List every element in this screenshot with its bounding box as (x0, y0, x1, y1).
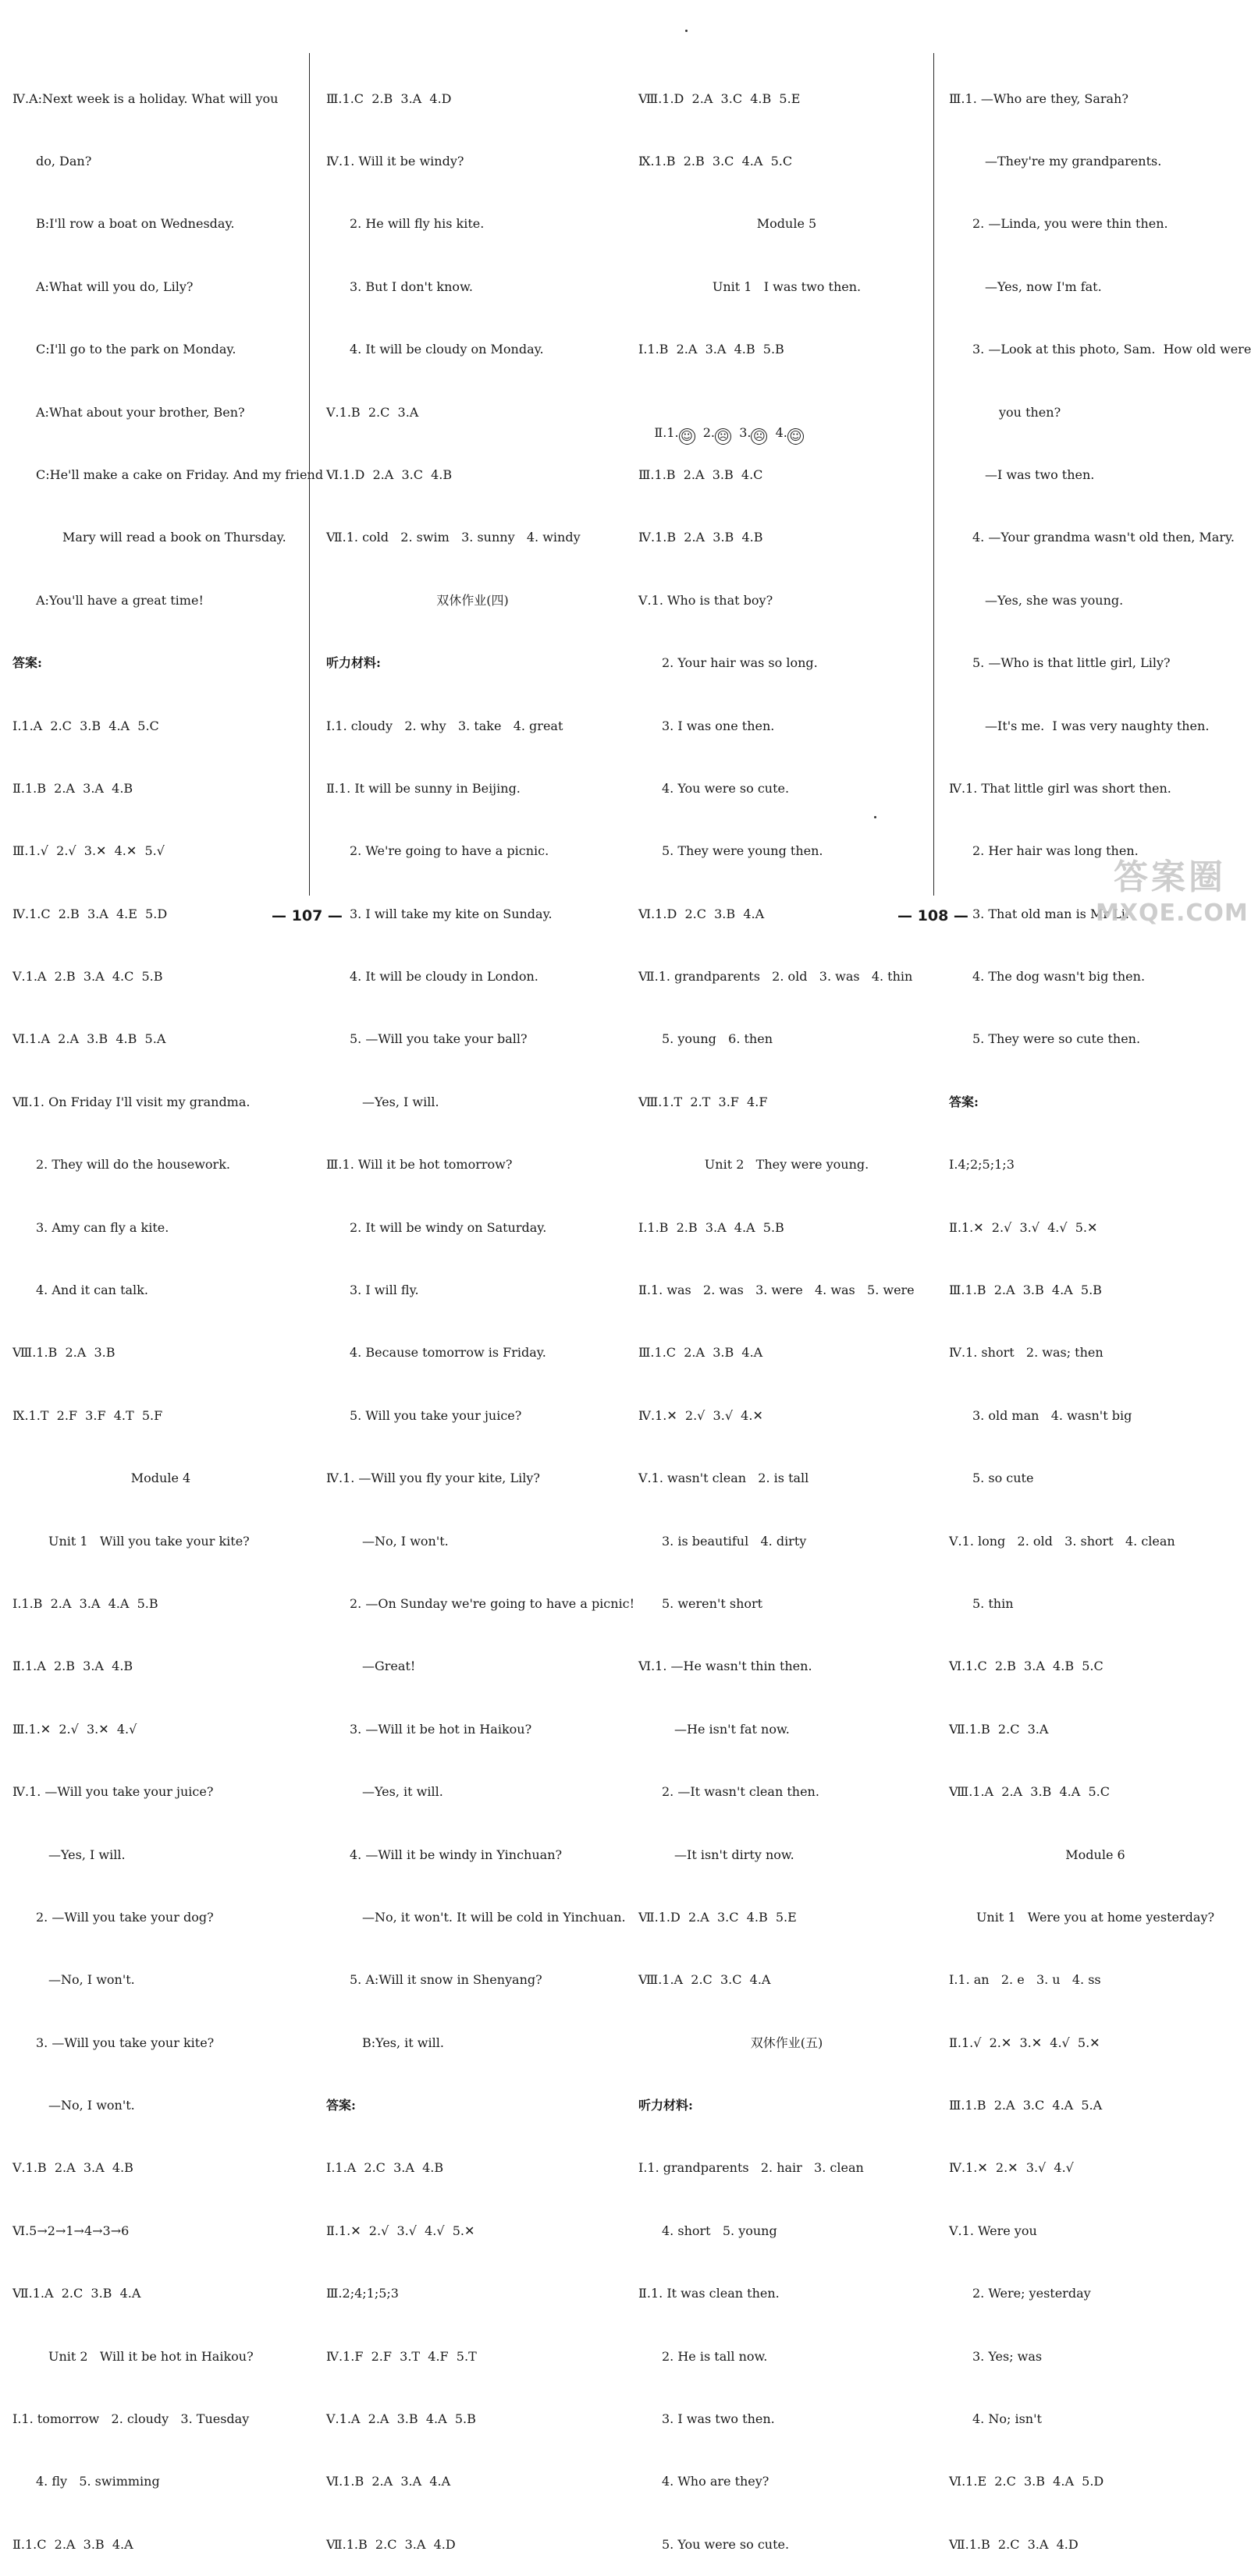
text-line: Ⅳ.1. —Will you fly your kite, Lily? (326, 1471, 540, 1486)
text-line: 4. fly 5. swimming (36, 2474, 160, 2489)
text-line: Ⅲ.1.B 2.A 3.C 4.A 5.A (949, 2098, 1103, 2113)
text-line: Ⅰ.1.A 2.C 3.B 4.A 5.C (12, 718, 159, 733)
page-number-left: — 107 — (272, 907, 343, 924)
smiley-num: 1. (666, 425, 679, 441)
listening-heading: 听力材料: (326, 655, 381, 671)
text-line: Ⅳ.1.F 2.F 3.T 4.F 5.T (326, 2348, 477, 2364)
page-number-right: — 108 — (897, 907, 968, 924)
text-line: Ⅲ.1.C 2.A 3.B 4.A (638, 1345, 763, 1361)
section-heading: 双休作业(五) (750, 2035, 823, 2050)
text-line: Ⅴ.1. wasn't clean 2. is tall (638, 1471, 809, 1486)
site-watermark (1096, 857, 1249, 942)
text-line: 5. weren't short (662, 1595, 763, 1611)
text-line: 2. We're going to have a picnic. (350, 843, 549, 859)
happy-face-icon: ☺ (679, 428, 695, 445)
text-line: —They're my grandparents. (985, 153, 1162, 169)
sad-face-icon: ☹ (751, 428, 767, 445)
module-heading: Module 5 (756, 216, 817, 232)
unit-heading: Unit 1 Will you take your kite? (48, 1533, 250, 1549)
text-line: Ⅳ.1.B 2.A 3.B 4.B (638, 530, 763, 545)
text-line: Ⅵ.1.D 2.C 3.B 4.A (638, 906, 765, 921)
text-line: Ⅶ.1.B 2.C 3.A (949, 1721, 1049, 1737)
text-line: 2. It will be windy on Saturday. (350, 1219, 547, 1235)
text-line: —No, it won't. It will be cold in Yinchuan. (362, 1909, 626, 1925)
answers-heading: 答案: (12, 655, 42, 671)
text-line: Ⅳ.1. short 2. was; then (949, 1345, 1104, 1361)
text-line: Ⅱ.1.B 2.A 3.A 4.B (12, 780, 133, 796)
text-line: C:I'll go to the park on Monday. (36, 342, 236, 357)
text-line: 4. It will be cloudy in London. (350, 969, 538, 985)
text-line: do, Dan? (36, 153, 92, 169)
text-line: Ⅲ.1. —Who are they, Sarah? (949, 90, 1128, 106)
text-line: 5. —Who is that little girl, Lily? (972, 655, 1171, 671)
text-line: Ⅱ.1. It was clean then. (638, 2286, 780, 2301)
text-line: Ⅵ.1.B 2.A 3.A 4.A (326, 2474, 451, 2489)
module-heading: Module 4 (130, 1471, 191, 1486)
text-line: —I was two then. (985, 467, 1095, 482)
text-line: —Yes, I will. (48, 1847, 126, 1862)
text-line: 3. —Will it be hot in Haikou? (350, 1721, 532, 1737)
text-line: Ⅷ.1.D 2.A 3.C 4.B 5.E (638, 90, 801, 106)
column-divider (933, 53, 934, 896)
text-line: 5. They were young then. (662, 843, 823, 859)
answers-heading: 答案: (949, 1094, 979, 1109)
text-line: B:Yes, it will. (362, 2035, 444, 2050)
text-line: Ⅲ.1. Will it be hot tomorrow? (326, 1157, 513, 1173)
text-line: Ⅰ.1.B 2.B 3.A 4.A 5.B (638, 1219, 784, 1235)
column-divider (309, 53, 310, 896)
text-line: Ⅰ.1.B 2.A 3.A 4.B 5.B (638, 342, 784, 357)
text-line: Ⅷ.1.A 2.A 3.B 4.A 5.C (949, 1784, 1110, 1800)
unit-heading: Unit 1 Were you at home yesterday? (976, 1909, 1215, 1925)
text-line: Ⅵ.1.E 2.C 3.B 4.A 5.D (949, 2474, 1104, 2489)
text-line: A:What about your brother, Ben? (36, 404, 245, 420)
text-line: 5. young 6. then (662, 1031, 773, 1047)
text-line: 4. Who are they? (662, 2474, 769, 2489)
text-line: Ⅷ.1.A 2.C 3.C 4.A (638, 1972, 771, 1988)
watermark-url-text: MXQE.COM (1096, 899, 1249, 927)
text-line: Ⅳ.1. Will it be windy? (326, 153, 464, 169)
text-line: 3. I was two then. (662, 2411, 775, 2427)
unit-heading: Unit 1 I was two then. (712, 279, 862, 294)
text-line: 2. Were; yesterday (972, 2286, 1091, 2301)
happy-face-icon: ☺ (787, 428, 804, 445)
text-line: Ⅵ.1.C 2.B 3.A 4.B 5.C (949, 1659, 1104, 1674)
text-line: —Great! (362, 1659, 416, 1674)
text-line: 2. —Linda, you were thin then. (972, 216, 1168, 232)
smiley-answer-row (638, 403, 935, 444)
text-line: Ⅳ.A:Next week is a holiday. What will you (12, 90, 279, 106)
smiley-num: 4. (775, 425, 787, 441)
text-line: —It isn't dirty now. (674, 1847, 794, 1862)
text-line: 5. A:Will it snow in Shenyang? (350, 1972, 542, 1988)
text-line: 3. I will take my kite on Sunday. (350, 906, 553, 921)
text-line: Ⅷ.1.B 2.A 3.B (12, 1345, 116, 1361)
text-line: —No, I won't. (362, 1533, 449, 1549)
page-number-value: 108 (917, 907, 949, 924)
text-line: Ⅱ.1.A 2.B 3.A 4.B (12, 1659, 133, 1674)
text-line: 2. He will fly his kite. (350, 216, 485, 232)
text-line: 3. Amy can fly a kite. (36, 1219, 169, 1235)
text-line: Ⅸ.1.B 2.B 3.C 4.A 5.C (638, 153, 793, 169)
text-line: Ⅵ.1.A 2.A 3.B 4.B 5.A (12, 1031, 166, 1047)
text-line: Ⅴ.1.B 2.A 3.A 4.B (12, 2160, 133, 2176)
column-4 (949, 47, 1251, 2576)
text-line: C:He'll make a cake on Friday. And my friend (36, 467, 324, 482)
text-line: 2. —Will you take your dog? (36, 1909, 214, 1925)
text-line: Ⅸ.1.T 2.F 3.F 4.T 5.F (12, 1407, 163, 1423)
text-line: Ⅰ.4;2;5;1;3 (949, 1157, 1015, 1173)
text-line: Ⅶ.1.A 2.C 3.B 4.A (12, 2286, 141, 2301)
text-line: Mary will read a book on Thursday. (62, 530, 286, 545)
text-line: 5. Will you take your juice? (350, 1407, 522, 1423)
column-2 (326, 47, 635, 2576)
text-line: 2. He is tall now. (662, 2348, 768, 2364)
text-line: 2. Your hair was so long. (662, 655, 818, 671)
text-line: Ⅲ.1.✕ 2.√ 3.✕ 4.√ (12, 1721, 137, 1737)
text-line: 4. No; isn't (972, 2411, 1042, 2427)
text-line: 3. But I don't know. (350, 279, 473, 294)
page-number-value: 107 (291, 907, 323, 924)
smiley-row-prefix: Ⅱ. (654, 425, 667, 441)
sad-face-icon: ☹ (715, 428, 731, 445)
text-line: Ⅳ.1.✕ 2.√ 3.√ 4.✕ (638, 1407, 763, 1423)
text-line: Ⅳ.1.C 2.B 3.A 4.E 5.D (12, 906, 168, 921)
text-line: Ⅵ.5→2→1→4→3→6 (12, 2223, 130, 2238)
text-line: Ⅳ.1.✕ 2.✕ 3.√ 4.√ (949, 2160, 1074, 2176)
text-line: —It's me. I was very naughty then. (985, 718, 1210, 733)
text-line: Ⅶ.1.D 2.A 3.C 4.B 5.E (638, 1909, 797, 1925)
text-line: Ⅶ.1.B 2.C 3.A 4.D (326, 2536, 456, 2552)
text-line: Ⅱ.1.C 2.A 3.B 4.A (12, 2536, 133, 2552)
text-line: Ⅲ.2;4;1;5;3 (326, 2286, 399, 2301)
text-line: Ⅷ.1.T 2.T 3.F 4.F (638, 1094, 768, 1109)
text-line: Ⅲ.1.B 2.A 3.B 4.A 5.B (949, 1283, 1102, 1298)
text-line: —Yes, now I'm fat. (985, 279, 1102, 294)
text-line: —Yes, I will. (362, 1094, 439, 1109)
text-line: Ⅱ.1. was 2. was 3. were 4. was 5. were (638, 1283, 915, 1298)
text-line: —No, I won't. (48, 2098, 135, 2113)
column-1 (12, 47, 324, 2576)
listening-heading: 听力材料: (638, 2098, 693, 2113)
text-line: Ⅱ.1.✕ 2.√ 3.√ 4.√ 5.✕ (949, 1219, 1098, 1235)
text-line: —Yes, it will. (362, 1784, 443, 1800)
text-line: you then? (999, 404, 1061, 420)
text-line: 4. You were so cute. (662, 780, 790, 796)
text-line: 4. The dog wasn't big then. (972, 969, 1146, 985)
smiley-num: 2. (702, 425, 716, 441)
text-line: 3. is beautiful 4. dirty (662, 1533, 807, 1549)
module-heading: Module 6 (1065, 1847, 1125, 1862)
text-line: Ⅱ.1.✕ 2.√ 3.√ 4.√ 5.✕ (326, 2223, 475, 2238)
text-line: 5. They were so cute then. (972, 1031, 1141, 1047)
smiley-num: 3. (739, 425, 752, 441)
text-line: Ⅱ.1. It will be sunny in Beijing. (326, 780, 521, 796)
text-line: 5. —Will you take your ball? (350, 1031, 528, 1047)
text-line: —He isn't fat now. (674, 1721, 790, 1737)
section-heading: 双休作业(四) (436, 592, 509, 608)
column-3 (638, 47, 935, 2576)
text-line: Ⅴ.1. Were you (949, 2223, 1037, 2238)
answers-heading: 答案: (326, 2098, 356, 2113)
text-line: Ⅲ.1.√ 2.√ 3.✕ 4.✕ 5.√ (12, 843, 165, 859)
unit-heading: Unit 2 Will it be hot in Haikou? (48, 2348, 254, 2364)
text-line: 2. —It wasn't clean then. (662, 1784, 819, 1800)
text-line: 4. short 5. young (662, 2223, 777, 2238)
text-line: 4. And it can talk. (36, 1283, 148, 1298)
text-line: Ⅴ.1. long 2. old 3. short 4. clean (949, 1533, 1175, 1549)
text-line: —Yes, she was young. (985, 592, 1124, 608)
unit-heading: Unit 2 They were young. (704, 1157, 869, 1173)
text-line: 4. —Your grandma wasn't old then, Mary. (972, 530, 1235, 545)
text-line: 2. They will do the housework. (36, 1157, 230, 1173)
text-line: Ⅰ.1.A 2.C 3.A 4.B (326, 2160, 444, 2176)
print-speck (874, 816, 876, 818)
text-line: Ⅵ.1. —He wasn't thin then. (638, 1659, 812, 1674)
text-line: Ⅴ.1. Who is that boy? (638, 592, 773, 608)
text-line: 4. —Will it be windy in Yinchuan? (350, 1847, 563, 1862)
text-line: 3. That old man is Mr Li. (972, 906, 1129, 921)
text-line: Ⅳ.1. That little girl was short then. (949, 780, 1171, 796)
text-line: Ⅴ.1.A 2.B 3.A 4.C 5.B (12, 969, 163, 985)
text-line: Ⅰ.1. an 2. e 3. u 4. ss (949, 1972, 1101, 1988)
text-line: Ⅳ.1. —Will you take your juice? (12, 1784, 214, 1800)
text-line: Ⅲ.1.B 2.A 3.B 4.C (638, 467, 763, 482)
text-line: 3. old man 4. wasn't big (972, 1407, 1132, 1423)
text-line: Ⅰ.1. tomorrow 2. cloudy 3. Tuesday (12, 2411, 250, 2427)
print-speck (685, 30, 688, 32)
text-line: —No, I won't. (48, 1972, 135, 1988)
text-line: 3. I will fly. (350, 1283, 419, 1298)
text-line: Ⅲ.1.C 2.B 3.A 4.D (326, 90, 452, 106)
text-line: 5. so cute (972, 1471, 1034, 1486)
text-line: 3. —Look at this photo, Sam. How old were (972, 342, 1251, 357)
text-line: A:What will you do, Lily? (36, 279, 194, 294)
text-line: Ⅱ.1.√ 2.✕ 3.✕ 4.√ 5.✕ (949, 2035, 1100, 2050)
text-line: 4. It will be cloudy on Monday. (350, 342, 544, 357)
text-line: Ⅰ.1.B 2.A 3.A 4.A 5.B (12, 1595, 158, 1611)
text-line: Ⅶ.1.B 2.C 3.A 4.D (949, 2536, 1079, 2552)
text-line: Ⅵ.1.D 2.A 3.C 4.B (326, 467, 453, 482)
watermark-logo-text: 答案圈 (1114, 857, 1226, 897)
text-line: Ⅶ.1. grandparents 2. old 3. was 4. thin (638, 969, 913, 985)
text-line: 2. Her hair was long then. (972, 843, 1139, 859)
text-line: Ⅴ.1.A 2.A 3.B 4.A 5.B (326, 2411, 476, 2427)
text-line: A:You'll have a great time! (36, 592, 204, 608)
text-line: Ⅰ.1. grandparents 2. hair 3. clean (638, 2160, 864, 2176)
text-line: B:I'll row a boat on Wednesday. (36, 216, 235, 232)
text-line: 4. Because tomorrow is Friday. (350, 1345, 546, 1361)
text-line: 3. I was one then. (662, 718, 775, 733)
text-line: Ⅴ.1.B 2.C 3.A (326, 404, 419, 420)
text-line: Ⅶ.1. cold 2. swim 3. sunny 4. windy (326, 530, 581, 545)
text-line: Ⅶ.1. On Friday I'll visit my grandma. (12, 1094, 251, 1109)
text-line: 3. —Will you take your kite? (36, 2035, 215, 2050)
text-line: Ⅰ.1. cloudy 2. why 3. take 4. great (326, 718, 563, 733)
text-line: 5. You were so cute. (662, 2536, 790, 2552)
text-line: 2. —On Sunday we're going to have a picnic! (350, 1595, 635, 1611)
text-line: 5. thin (972, 1595, 1014, 1611)
text-line: 3. Yes; was (972, 2348, 1043, 2364)
